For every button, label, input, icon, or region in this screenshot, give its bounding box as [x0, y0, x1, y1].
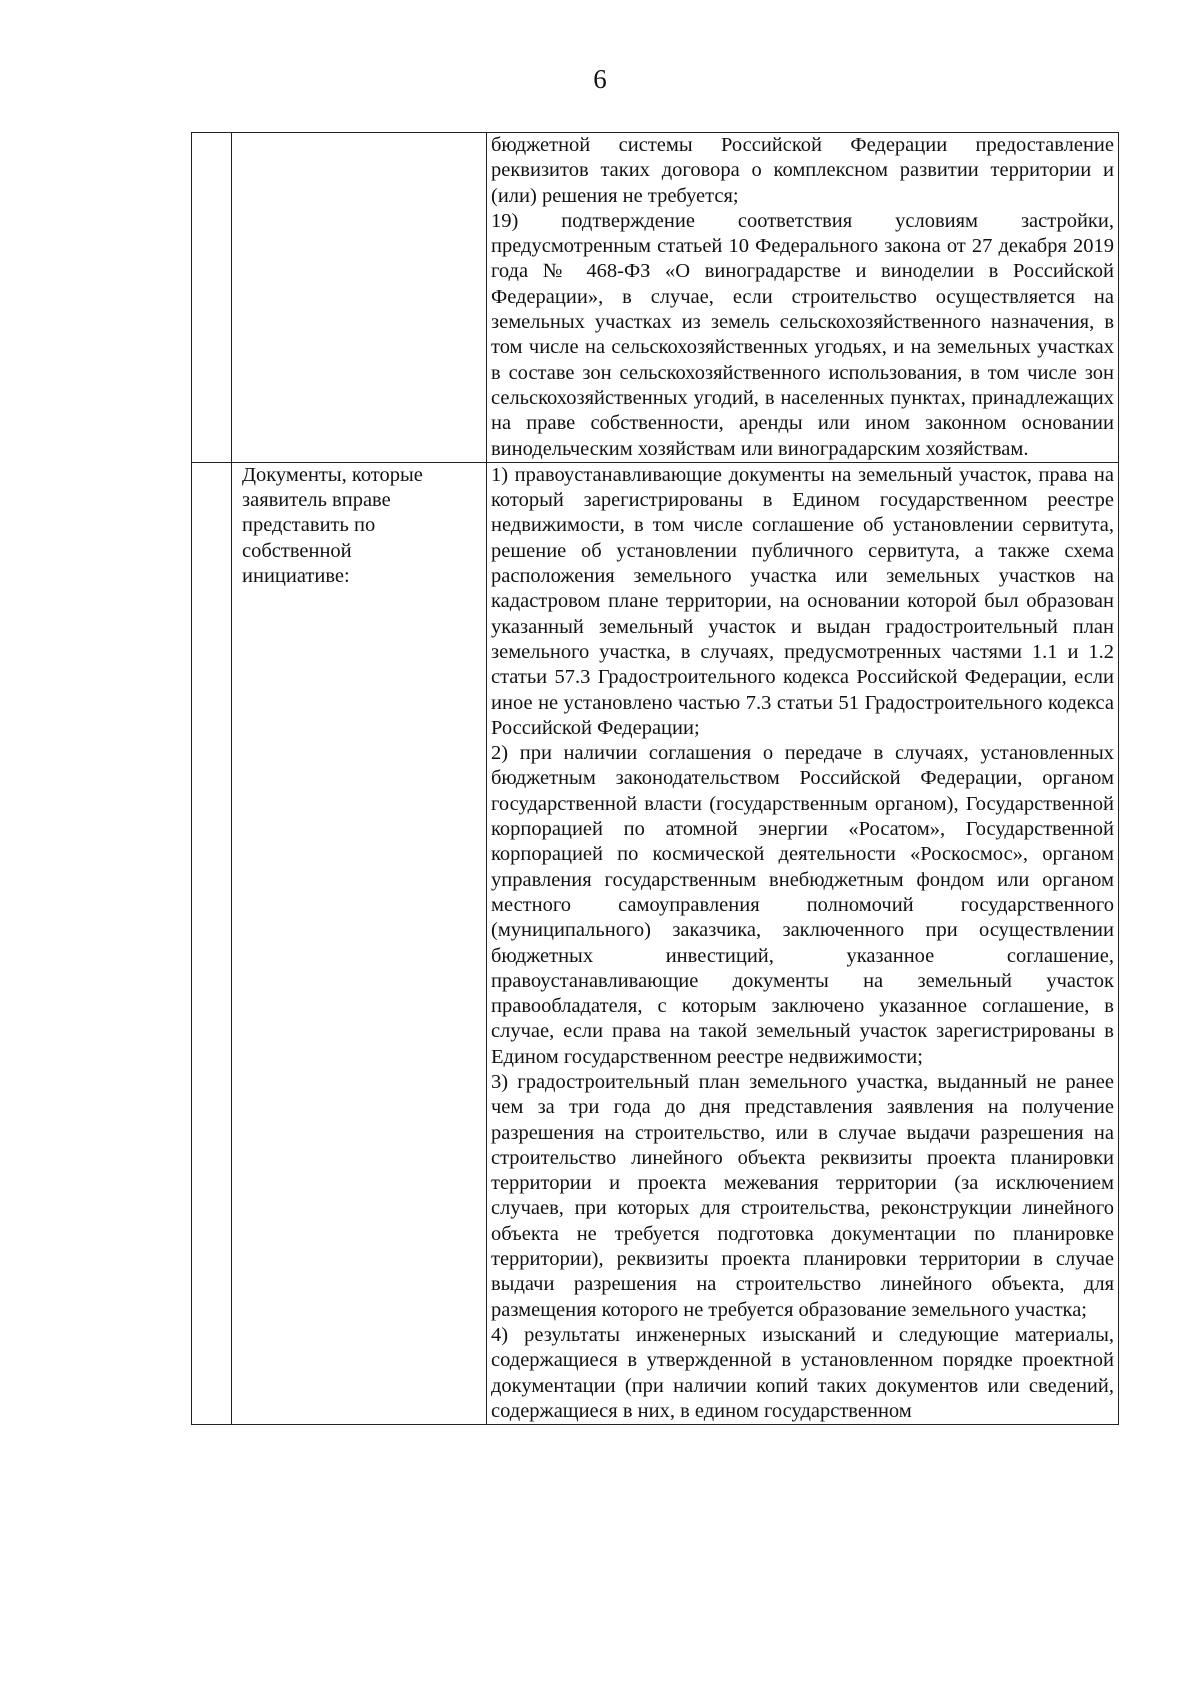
table-row [192, 133, 1119, 463]
content-cell [487, 133, 1119, 463]
label-line: заявитель вправе [242, 489, 391, 512]
label-line: Документы, которые [242, 463, 423, 486]
paragraph: 3) градостроительный план земельного участка, выданный не ранее чем за три года до дня представления заявления на получение разрешения на строительство, или в случае выдачи разрешения на строительство линейного объекта реквизиты проекта планировки территории и проекта межевания территории (за исключением случаев, при которых для строительства, реконструкции линейного объекта не требуется подготовка документации по планировке территории), реквизиты проекта планировки территории в случае выдачи разрешения на строительство линейного объекта, для размещения которого не требуется образование земельного участка; [491, 1070, 1114, 1321]
label-line: собственной [242, 539, 352, 562]
content-cell [487, 462, 1119, 1424]
label-cell [232, 462, 487, 1424]
paragraph: 1) правоустанавливающие документы на земельный участок, права на который зарегистрированы в Едином государственном реестре недвижимости, в том числе соглашение об установлении сервитута, решение об установлении публичного сервитута, а также схема расположения земельного участка или земельных участков на кадастровом плане территории, на основании которой был образован указанный земельный участок и выдан градостроительный план земельного участка, в случаях, предусмотренных частями 1.1 и 1.2 статьи 57.3 Градостроительного кодекса Российской Федерации, если иное не установлено частью 7.3 статьи 51 Градостроительного кодекса Российской Федерации; [491, 463, 1114, 739]
paragraph: 4) результаты инженерных изысканий и следующие материалы, содержащиеся в утвержденной в установленном порядке проектной документации (при наличии копий таких документов или сведений, содержащиеся в них, в едином государственном [491, 1323, 1114, 1422]
row-number-cell [192, 462, 232, 1424]
paragraph: 19) подтверждение соответствия условиям застройки, предусмотренным статьей 10 Федерального закона от 27 декабря 2019 года № 468-ФЗ «О виноградарстве и виноделии в Российской Федерации», в случае, если строительство осуществляется на земельных участках из земель сельскохозяйственного назначения, в том числе на сельскохозяйственных угодьях, и на земельных участках в составе зон сельскохозяйственного использования, в том числе зон сельскохозяйственных угодий, в населенных пунктах, принадлежащих на праве собственности, аренды или ином законном основании винодельческим хозяйствам или виноградарским хозяйствам. [491, 209, 1114, 460]
page-number: 6 [593, 64, 607, 94]
paragraph: 2) при наличии соглашения о передаче в случаях, установленных бюджетным законодательством Российской Федерации, органом государственной власти (государственным органом), Государственной корпорацией по атомной энергии «Росатом», Государственной корпорацией по космической деятельности «Роскосмос», органом управления государственным внебюджетным фондом или органом местного самоуправления полномочий государственного (муниципального) заказчика, заключенного при осуществлении бюджетных инвестиций, указанное соглашение, правоустанавливающие документы на земельный участок правообладателя, с которым заключено указанное соглашение, в случае, если права на такой земельный участок зарегистрированы в Едином государственном реестре недвижимости; [491, 742, 1114, 1068]
row-number-cell [192, 133, 232, 463]
label-cell [232, 133, 487, 463]
label-line: инициативе: [242, 565, 350, 588]
label-line: представить по [242, 514, 376, 537]
paragraph: бюджетной системы Российской Федерации предоставление реквизитов таких договора о комплексном развитии территории и (или) решения не требуется; [491, 134, 1114, 207]
table-row [192, 462, 1119, 1424]
document-table [191, 132, 1119, 1425]
